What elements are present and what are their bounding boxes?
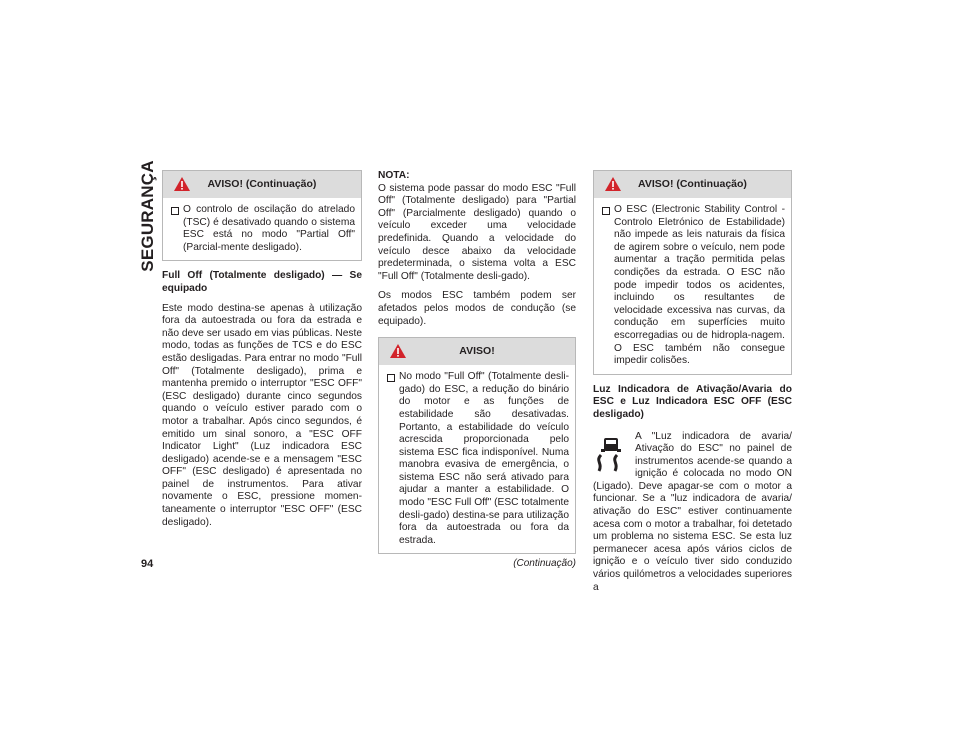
page-number: 94	[141, 558, 154, 570]
section-tab	[137, 160, 159, 272]
warning-title: AVISO! (Continuação)	[207, 178, 317, 191]
column-1	[162, 170, 362, 529]
continued-label: (Continuação)	[513, 558, 576, 570]
warning-header	[379, 338, 575, 365]
warning-title: AVISO! (Continuação)	[638, 178, 747, 191]
warning-title: AVISO!	[459, 345, 495, 358]
warning-header	[594, 171, 791, 198]
warning-box-continued	[162, 170, 362, 261]
note-text: O sistema pode passar do modo ESC "Full Off" (Totalmente desligado) para "Partial Off" (Parcialmente desligado) quando o veículo exceder uma velocidade predefinida. Quando a velocidade do veículo desce abaixo da velocidade predeterminada, o sistema volta a ESC "Full Off" (Totalmente desli-gado).	[378, 182, 576, 282]
warning-triangle-icon	[604, 176, 622, 192]
warning-box-continued	[593, 170, 792, 375]
warning-triangle-icon	[389, 343, 407, 359]
warning-triangle-icon	[173, 176, 191, 192]
esc-skid-car-icon	[593, 435, 629, 475]
section-heading: Luz Indicadora de Ativação/Avaria do ESC e Luz Indicadora ESC OFF (ESC desligado)	[593, 383, 792, 420]
body-paragraph: A "Luz indicadora de avaria/ Ativação do ESC" no painel de instrumentos acende-se quando a ignição é colocada no modo ON (Ligado). Deve apagar-se com o motor a funcionar. Se a "luz indicadora de avaria/ ativação do ESC" estiver continuamente acesa com o motor a trabalhar, foi detetado um problema no sistema ESC. Se esta luz permanecer acesa após vários ciclos de ignição e o veículo tiver sido conduzido vários quilómetros a velocidades superiores a	[593, 430, 792, 593]
body-paragraph: Este modo destina-se apenas à utilização fora da autoestrada ou fora da estrada e não deve ser usado em vias públicas. Neste modo, todas as funções de TCS e do ESC estão desligadas. Para entrar no modo "Full Off" (Totalmente desligado), prima e mantenha premido o interruptor "ESC OFF" (ESC desligado) durante cinco segundos quando o veículo estiver parado com o motor a trabalhar. Após cinco segundos, é emitido um sinal sonoro, a "ESC OFF Indicator Light" (Luz indicadora ESC desligado) acende-se e a mensagem "ESC OFF" (ESC desligado) é apresentada no painel de instrumentos. Para ativar novamente o ESC, pressione momen-taneamente o interruptor "ESC OFF" (ESC desligado).	[162, 302, 362, 528]
body-paragraph: Os modos ESC também podem ser afetados pelos modos de condução (se equipado).	[378, 290, 576, 327]
section-heading: Full Off (Totalmente desligado) — Se equipado	[162, 270, 362, 294]
warning-bullet: No modo "Full Off" (Totalmente desli-gado) do ESC, a redução do binário do motor e as funções de estabilidade são desativadas. Portanto, a estabilidade do veículo acrescida proporcionada pelo sistema ESC fica indisponível. Numa manobra evasiva de emergência, o sistema ESC não será ativado para ajudar a manter a estabilidade. O modo "ESC Full Off" (ESC totalmente desli-gado) destina-se para utilização fora da autoestrada ou fora da estrada.	[385, 371, 569, 547]
warning-header	[163, 171, 361, 198]
indicator-paragraph-block	[593, 431, 792, 595]
warning-bullet: O controlo de oscilação do atrelado (TSC) é desativado quando o sistema ESC está no modo "Partial Off" (Parcial-mente desligado).	[169, 204, 355, 254]
warning-box	[378, 337, 576, 554]
column-2	[378, 170, 576, 571]
warning-bullet: O ESC (Electronic Stability Control - Controlo Eletrónico de Estabilidade) não impede as leis naturais da física de agirem sobre o veículo, nem pode aumentar a tração permitida pelas condições da estrada. O ESC não pode impedir todos os acidentes, incluindo os resultantes de velocidade excessiva nas curvas, da condução em superfícies muito escorregadias ou de hidropla-nagem. O ESC também não consegue impedir colisões.	[600, 204, 785, 368]
section-tab-label: SEGURANÇA	[138, 160, 157, 272]
note-label: NOTA:	[378, 170, 410, 181]
column-3	[593, 170, 792, 594]
